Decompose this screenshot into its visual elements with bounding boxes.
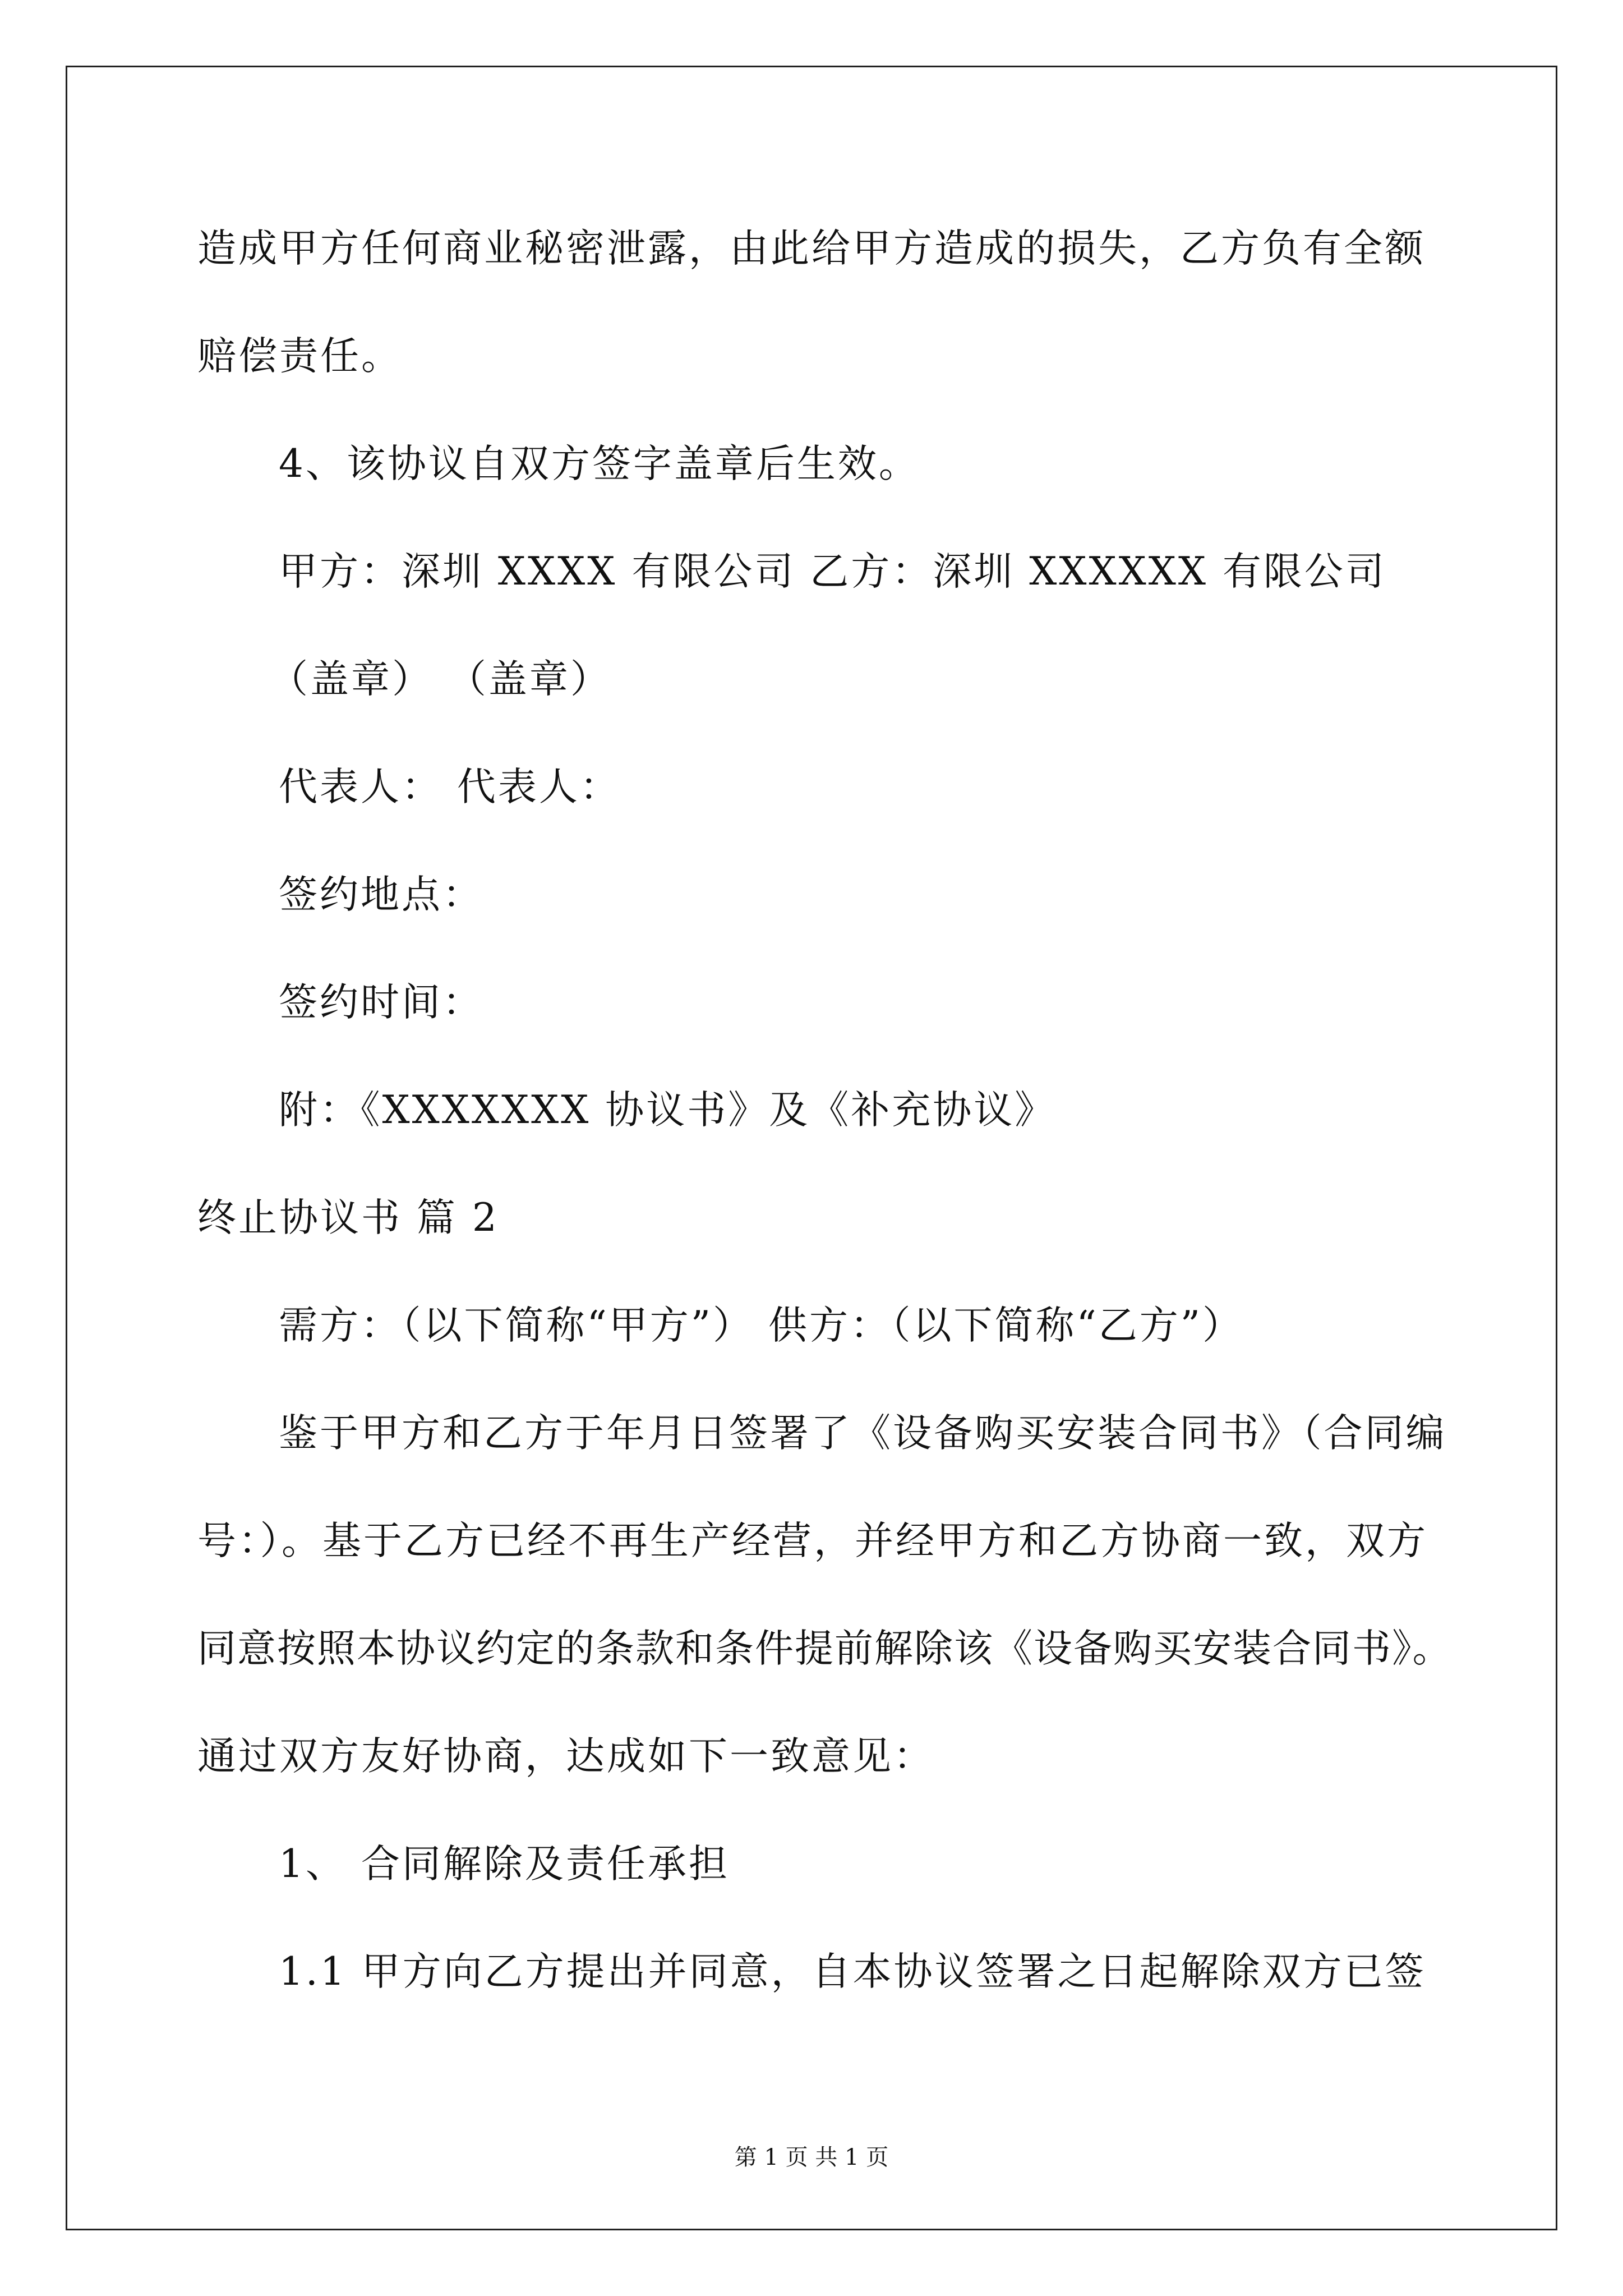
page-border — [66, 66, 1557, 2230]
attachment-line: 附：《XXXXXXX 协议书》及《补充协议》 — [279, 1088, 1056, 1133]
body-line: 号：）。基于乙方已经不再生产经营，并经甲方和乙方协商一致，双方 — [197, 1519, 1428, 1563]
parties-line: 需方：（以下简称“甲方”） 供方：（以下简称“乙方”） — [279, 1303, 1244, 1348]
representative-line: 代表人： 代表人： — [279, 765, 621, 809]
section-heading: 终止协议书 篇 2 — [197, 1195, 499, 1240]
clause-4-line: 4、该协议自双方签字盖章后生效。 — [279, 441, 920, 486]
signing-place-line: 签约地点： — [279, 872, 483, 917]
body-line: 通过双方友好协商，达成如下一致意见： — [197, 1734, 934, 1779]
party-names-line: 甲方：深圳 XXXX 有限公司 乙方：深圳 XXXXXX 有限公司 — [279, 549, 1386, 594]
signing-time-line: 签约时间： — [279, 980, 483, 1025]
page-number: 第 1 页 共 1 页 — [734, 2145, 889, 2170]
body-line: 鉴于甲方和乙方于年月日签署了《设备购买安装合同书》（合同编 — [279, 1411, 1447, 1456]
clause-1-heading: 1、 合同解除及责任承担 — [279, 1842, 730, 1887]
body-line: 赔偿责任。 — [197, 334, 402, 379]
clause-1-1-line: 1.1 甲方向乙方提出并同意，自本协议签署之日起解除双方已签 — [279, 1949, 1426, 1994]
body-line: 造成甲方任何商业秘密泄露，由此给甲方造成的损失，乙方负有全额 — [197, 226, 1426, 271]
seal-line: （盖章） （盖章） — [269, 657, 611, 702]
body-line: 同意按照本协议约定的条款和条件提前解除该《设备购买安装合同书》。 — [197, 1626, 1453, 1671]
